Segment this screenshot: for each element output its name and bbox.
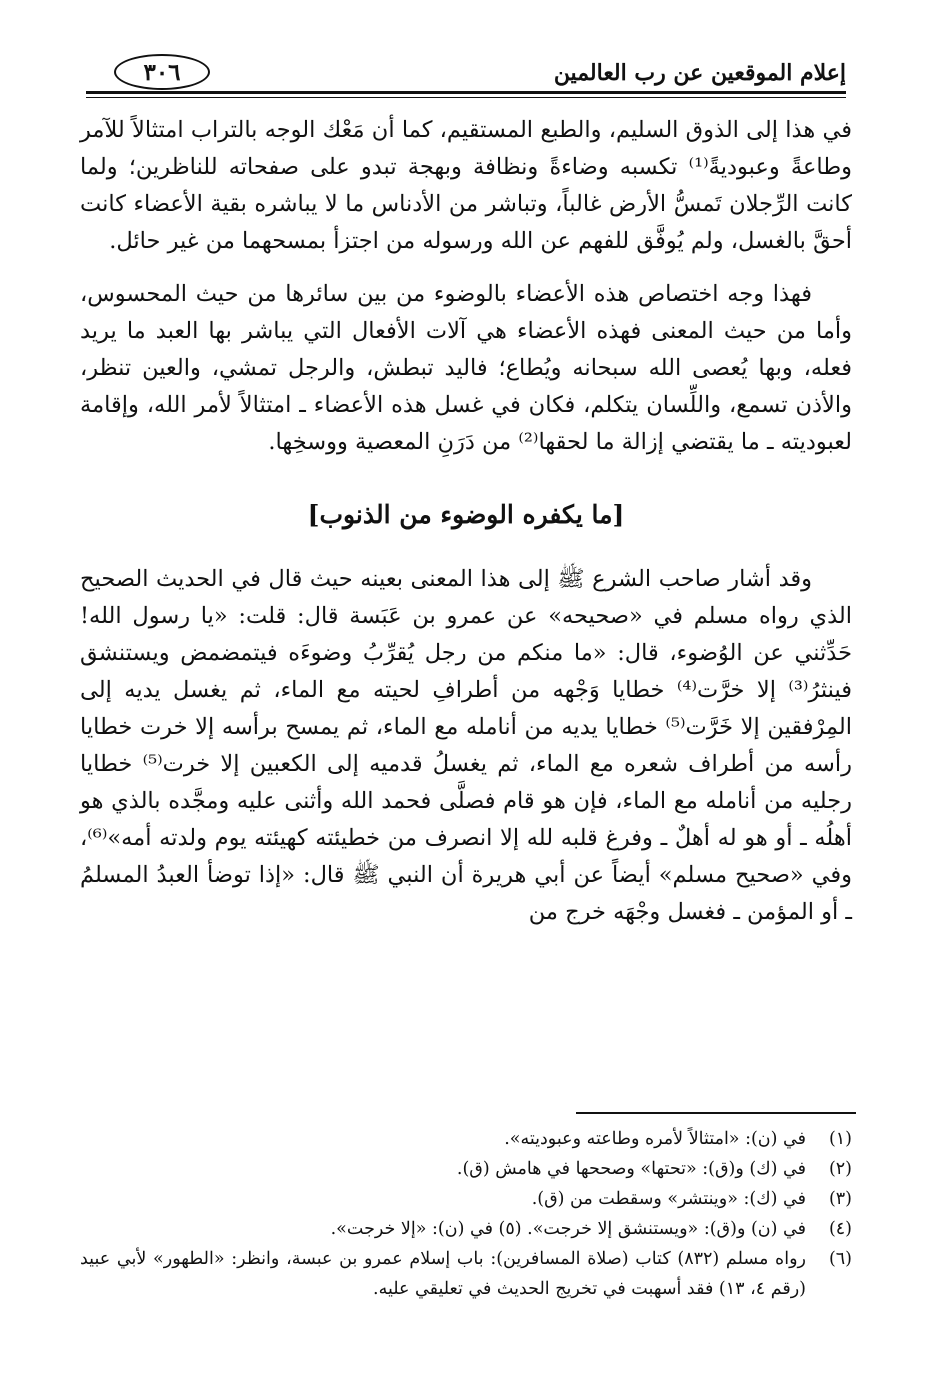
- main-text: [80, 112, 852, 931]
- footnote-separator: [576, 1112, 856, 1114]
- footnote-text: في (ن) و(ق): «ويستنشق إلا خرجت». (٥) في (ن): «إلا خرجت».: [330, 1219, 806, 1239]
- footnote: [80, 1154, 852, 1184]
- section-heading: [ما يكفره الوضوء من الذنوب]: [307, 500, 625, 529]
- footnote-text: رواه مسلم (٨٣٢) كتاب (صلاة المسافرين): باب إسلام عمرو بن عبسة، وانظر: «الطهور» لأبي عبيد (رقم ٤، ١٣) فقد أسهبت في تخريج الحديث في تعليقي عليه.: [80, 1249, 806, 1299]
- footnotes: [80, 1124, 852, 1304]
- footnote-text: في (ك): «وينتشر» وسقطت من (ق).: [531, 1189, 806, 1209]
- footnote-text: في (ن): «امتثالاً لأمره وطاعته وعبوديته».: [504, 1129, 806, 1149]
- header-rule-thick: [86, 91, 846, 94]
- footnote: [80, 1124, 852, 1154]
- paragraph-2: فهذا وجه اختصاص هذه الأعضاء بالوضوء من بين سائرها من حيث المحسوس، وأما من حيث المعنى فهذه الأعضاء هي آلات الأفعال التي يباشر بها العبد ما يريد فعله، وبها يُعصى الله سبحانه ويُطاع؛ فاليد تبطش، والرجل تمشي، والعين تنظر، والأذن تسمع، واللِّسان يتكلم، فكان في غسل هذه الأعضاء ـ امتثالاً لأمر الله، وإقامة لعبوديته ـ ما يقتضي إزالة ما لحقها⁽²⁾ من دَرَنِ المعصية ووسخِها.: [80, 281, 852, 455]
- footnote-number: (١): [828, 1129, 852, 1149]
- footnote-text: في (ك) و(ق): «تحتها» وصححها في هامش (ق).: [456, 1159, 806, 1179]
- footnote: [80, 1184, 852, 1214]
- footnote-number: (٤): [828, 1219, 852, 1239]
- page-header: [86, 48, 846, 98]
- footnote: [80, 1214, 852, 1244]
- paragraph-3: وقد أشار صاحب الشرع ﷺ إلى هذا المعنى بعينه حيث قال في الحديث الصحيح الذي رواه مسلم في «صحيحه» عن عمرو بن عَبَسة قال: قلت: «يا رسول الله! حَدِّثني عن الوُضوء، قال: «ما منكم من رجل يُقرِّبُ وضوءَه فيتمضمض ويستنشق فينثرُ⁽³⁾ إلا خرَّت⁽⁴⁾ خطايا وَجْهه من أطرافِ لحيته مع الماء، ثم يغسل يديه إلى المِرْفقين إلا خَرَّت⁽⁵⁾ خطايا يديه من أنامله مع الماء، ثم يمسح برأسه إلا خرت خطايا رأسه من أطراف شعره مع الماء، ثم يغسلُ قدميه إلى الكعبين إلا خرت⁽⁵⁾ خطايا رجليه من أنامله مع الماء، فإن هو قام فصلَّى فحمد الله وأثنى عليه ومجَّده بالذي هو أهلُه ـ أو هو له أهلٌ ـ وفرغ قلبه لله إلا انصرف من خطيئته كهيئته يوم ولدته أمه»⁽⁶⁾، وفي «صحيح مسلم» أيضاً عن أبي هريرة أن النبي ﷺ قال: «إذا توضأ العبدُ المسلمُ ـ أو المؤمن ـ فغسل وجْهَه خرج من: [80, 566, 852, 925]
- page-number: ٣٠٦: [114, 54, 210, 90]
- footnote: [80, 1244, 852, 1304]
- paragraph-1: في هذا إلى الذوق السليم، والطبع المستقيم، كما أن مَعْك الوجه بالتراب امتثالاً للآمر وطاعةً وعبوديةً⁽¹⁾ تكسبه وضاءةً ونظافة وبهجة تبدو على صفحاته للناظرين؛ ولما كانت الرِّجلان تَمسُّ الأرض غالباً، وتباشر من الأدناس ما لا يباشره بقية الأعضاء كانت أحقَّ بالغسل، ولم يُوفَّق للفهم عن الله ورسوله من اجتزأ بمسحهما من غير حائل.: [80, 117, 852, 254]
- running-title: إعلام الموقعين عن رب العالمين: [553, 60, 846, 86]
- header-rule-thin: [86, 97, 846, 98]
- footnote-number: (٢): [828, 1159, 852, 1179]
- footnote-number: (٣): [828, 1189, 852, 1209]
- footnote-number: (٦): [828, 1249, 852, 1269]
